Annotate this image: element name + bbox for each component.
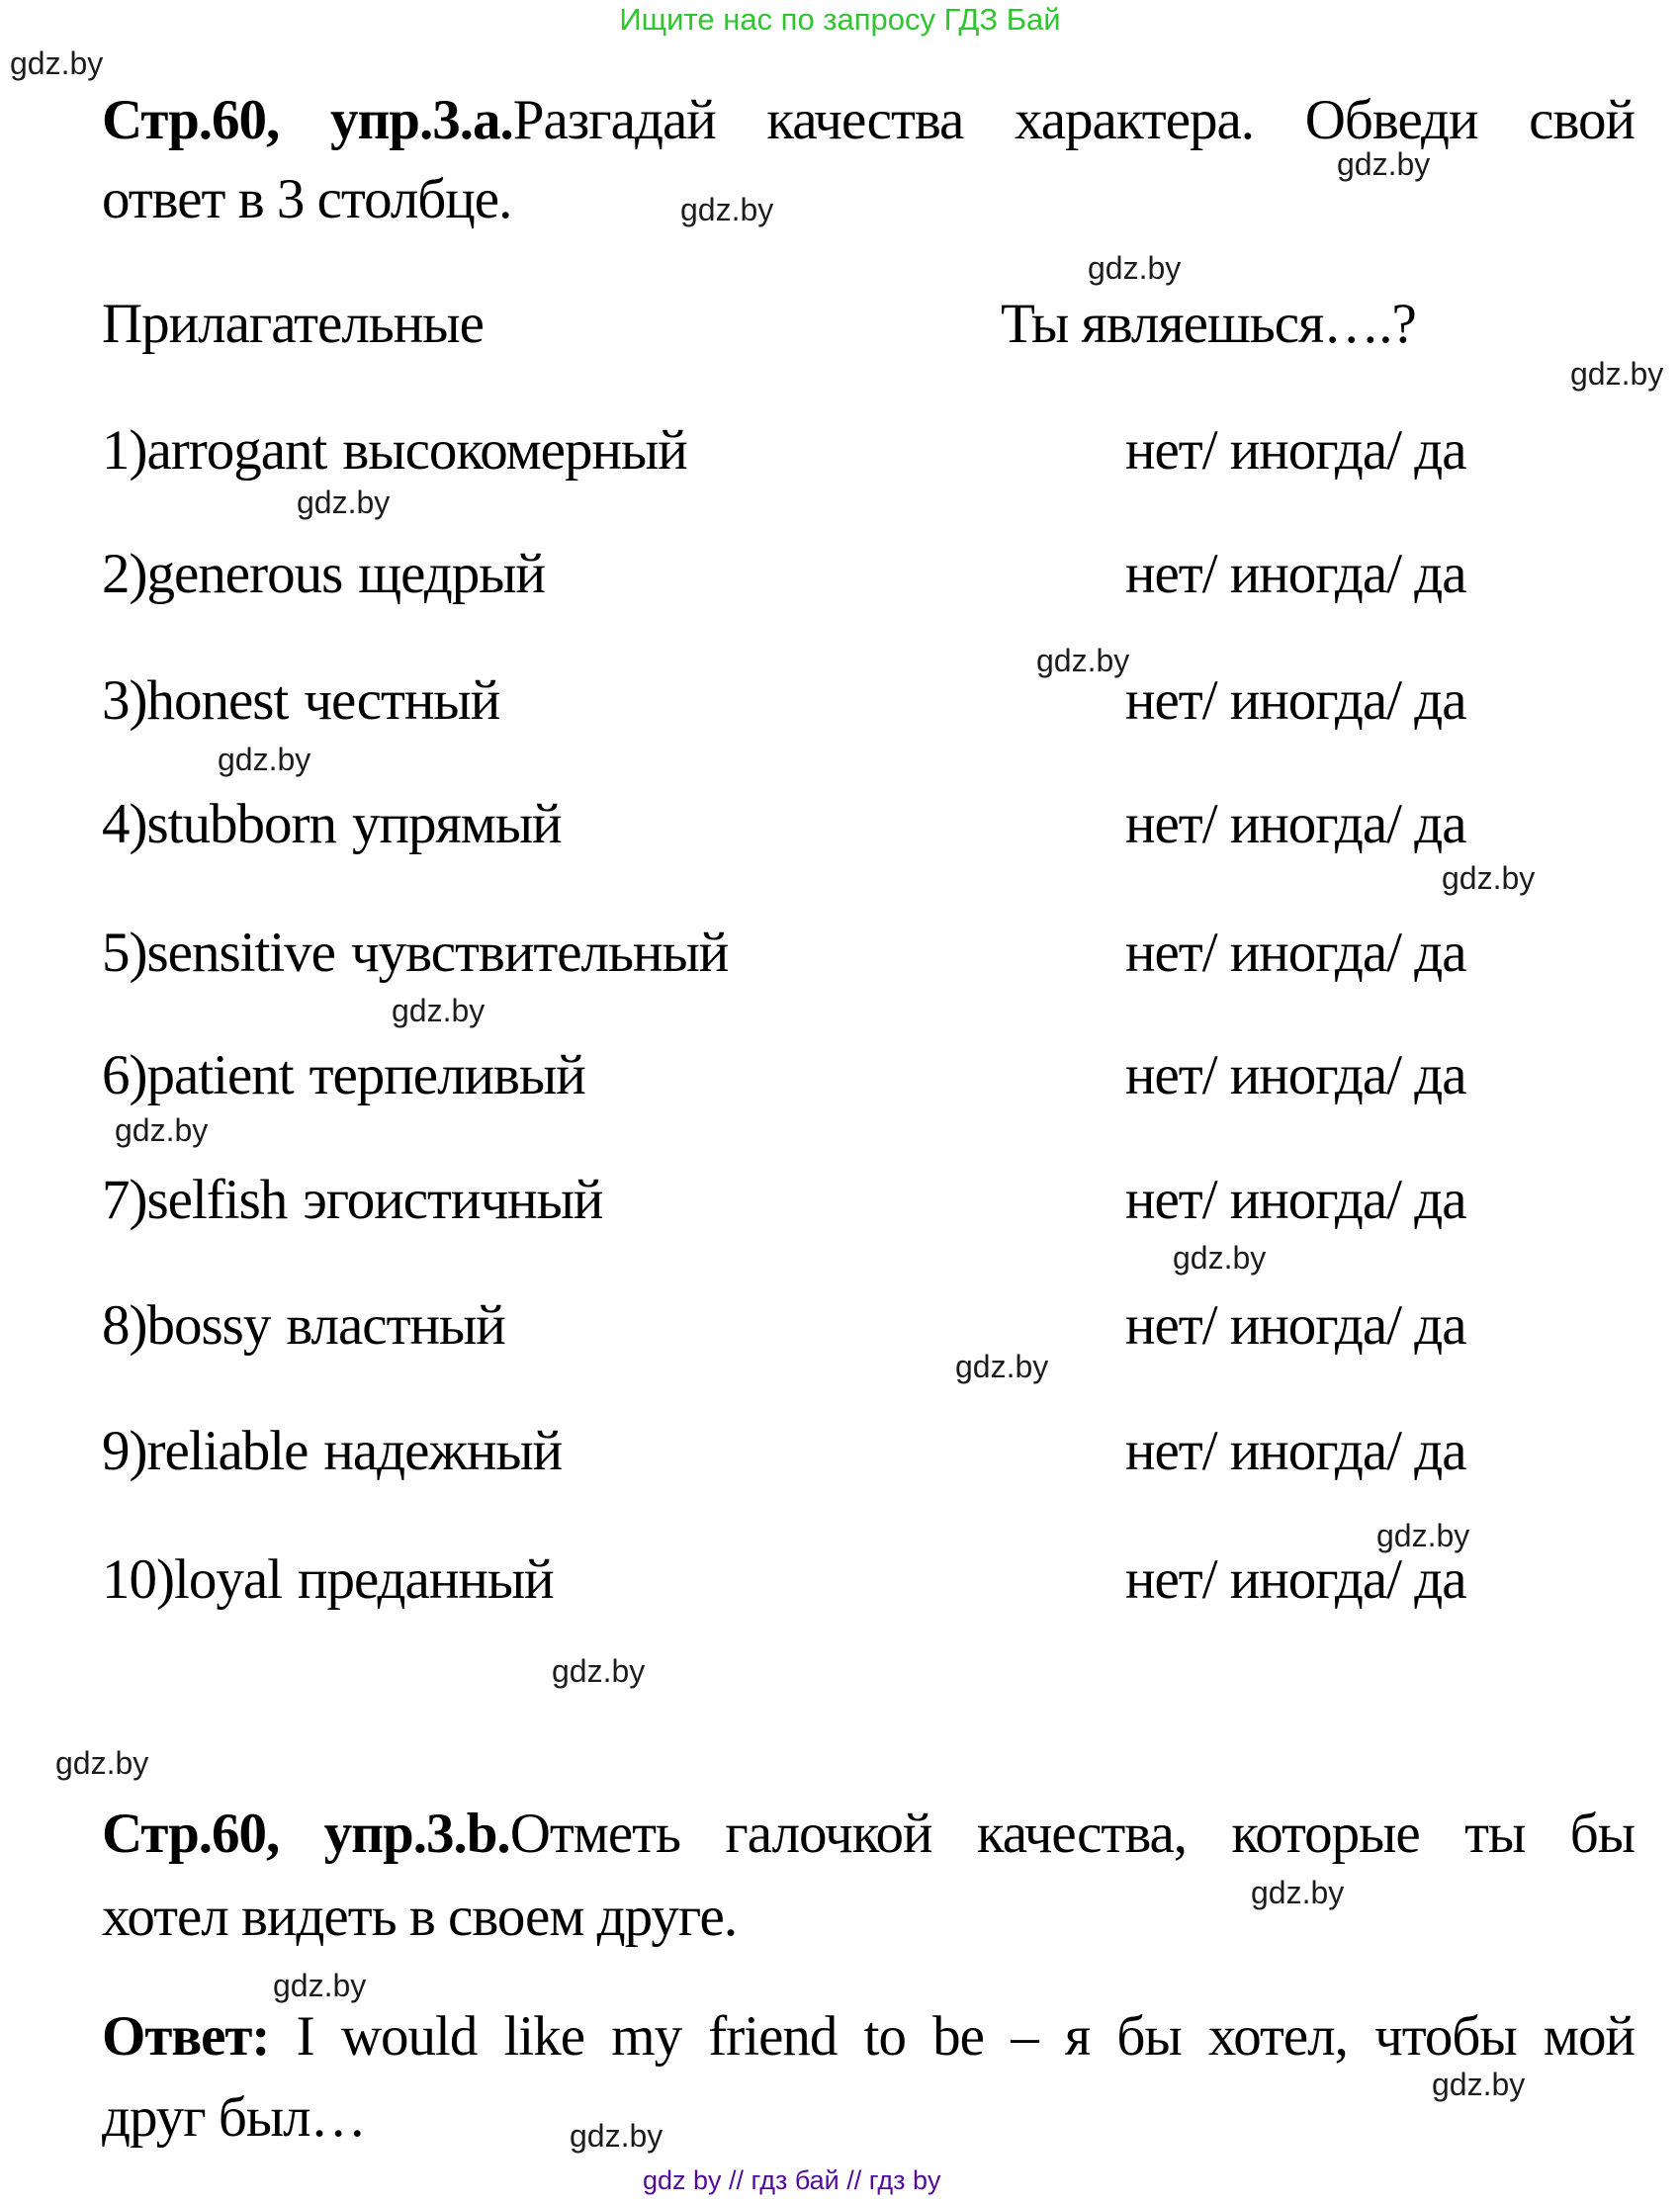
item-number: 10)	[102, 1548, 174, 1611]
adjective-row-2	[102, 542, 1635, 613]
adjective-label	[102, 1420, 562, 1482]
answer-options: нет/ иногда/ да	[1125, 1294, 1466, 1357]
gdz-watermark: gdz.by	[1036, 643, 1130, 678]
item-russian: эгоистичный	[303, 1169, 603, 1231]
answer-options: нет/ иногда/ да	[1125, 922, 1466, 984]
adjective-label	[102, 1548, 554, 1611]
column-header-are-you: Ты являешься….?	[1001, 293, 1416, 355]
answer-options: нет/ иногда/ да	[1125, 1044, 1466, 1106]
item-english: stubborn	[146, 793, 336, 855]
gdz-watermark: gdz.by	[10, 45, 104, 81]
item-number: 5)	[102, 922, 147, 984]
gdz-watermark: gdz.by	[680, 192, 774, 227]
adjective-row-1	[102, 418, 1635, 489]
item-english: honest	[146, 669, 289, 732]
item-russian: упрямый	[351, 793, 562, 855]
gdz-watermark: gdz.by	[55, 1745, 149, 1781]
item-russian: терпеливый	[309, 1044, 585, 1106]
gdz-watermark: gdz.by	[570, 2118, 663, 2154]
exercise-b-title-line1	[102, 1801, 1635, 1868]
item-english: bossy	[146, 1294, 271, 1357]
gdz-watermark: gdz.by	[1088, 250, 1182, 286]
exercise-b-title-ref: Стр.60, упр.3.b.	[102, 1803, 510, 1865]
gdz-watermark: gdz.by	[1376, 1518, 1470, 1553]
item-english: patient	[146, 1044, 294, 1106]
adjective-row-5	[102, 921, 1635, 992]
item-russian: властный	[286, 1294, 505, 1357]
gdz-watermark: gdz.by	[218, 742, 311, 777]
answer-options: нет/ иногда/ да	[1125, 1169, 1466, 1231]
gdz-watermark: gdz.by	[1173, 1240, 1267, 1276]
item-number: 4)	[102, 793, 147, 855]
promo-banner: Ищите нас по запросу ГДЗ Бай	[619, 2, 1061, 37]
item-number: 9)	[102, 1420, 147, 1482]
answer-options: нет/ иногда/ да	[1125, 1548, 1466, 1611]
item-english: sensitive	[146, 922, 335, 984]
site-footer: gdz by // гдз бай // гдз by	[643, 2165, 941, 2195]
adjective-row-8	[102, 1293, 1635, 1365]
adjective-label	[102, 922, 728, 984]
item-number: 1)	[102, 419, 147, 482]
adjective-label	[102, 1044, 585, 1106]
adjective-label	[102, 419, 687, 482]
exercise-a-title-text: Разгадай качества характера. Обведи свой	[512, 89, 1635, 151]
gdz-watermark: gdz.by	[297, 485, 391, 520]
adjective-row-9	[102, 1419, 1635, 1490]
adjective-row-3	[102, 668, 1635, 740]
item-russian: щедрый	[358, 543, 545, 605]
gdz-watermark: gdz.by	[115, 1112, 209, 1148]
item-english: generous	[146, 543, 343, 605]
adjective-label	[102, 543, 545, 605]
adjective-row-7	[102, 1168, 1635, 1239]
gdz-watermark: gdz.by	[1251, 1875, 1345, 1910]
item-russian: надежный	[323, 1420, 563, 1482]
answer-options: нет/ иногда/ да	[1125, 1420, 1466, 1482]
item-russian: высокомерный	[342, 419, 687, 482]
item-russian: честный	[304, 669, 500, 732]
adjective-row-4	[102, 792, 1635, 863]
adjective-label	[102, 793, 562, 855]
answer-options: нет/ иногда/ да	[1125, 543, 1466, 605]
exercise-a-title-ref: Стр.60, упр.3.а.	[102, 89, 513, 151]
answer-options: нет/ иногда/ да	[1125, 793, 1466, 855]
exercise-b-title-text: Отметь галочкой качества, которые ты бы	[509, 1803, 1635, 1865]
item-russian: чувствительный	[350, 922, 729, 984]
answer-options: нет/ иногда/ да	[1125, 419, 1466, 482]
adjective-row-10	[102, 1547, 1635, 1619]
exercise-a-title-line1	[102, 87, 1635, 154]
adjective-label	[102, 669, 499, 732]
table-header-row	[102, 292, 1635, 363]
adjective-label	[102, 1294, 505, 1357]
adjective-label	[102, 1169, 602, 1231]
gdz-watermark: gdz.by	[1337, 146, 1431, 182]
gdz-watermark: gdz.by	[1442, 860, 1536, 896]
item-number: 8)	[102, 1294, 147, 1357]
gdz-watermark: gdz.by	[1432, 2067, 1526, 2102]
item-english: arrogant	[146, 419, 327, 482]
item-english: loyal	[173, 1548, 282, 1611]
item-english: reliable	[146, 1420, 309, 1482]
answer-line2: друг был…	[102, 2086, 366, 2149]
exercise-a-title-line2: ответ в 3 столбце.	[102, 168, 512, 230]
item-russian: преданный	[297, 1548, 554, 1611]
item-number: 3)	[102, 669, 147, 732]
item-english: selfish	[146, 1169, 288, 1231]
item-number: 6)	[102, 1044, 147, 1106]
item-number: 7)	[102, 1169, 147, 1231]
gdz-watermark: gdz.by	[552, 1653, 646, 1689]
answer-text: I would like my friend to be – я бы хотел, чтобы мой	[269, 2005, 1635, 2068]
gdz-watermark: gdz.by	[273, 1968, 367, 2003]
gdz-watermark: gdz.by	[955, 1349, 1049, 1384]
item-number: 2)	[102, 543, 147, 605]
answer-line1	[102, 2003, 1635, 2071]
column-header-adjectives: Прилагательные	[102, 293, 484, 355]
answer-label: Ответ:	[102, 2005, 270, 2068]
exercise-b-title-line2: хотел видеть в своем друге.	[102, 1886, 738, 1948]
gdz-watermark: gdz.by	[392, 993, 486, 1028]
answer-options: нет/ иногда/ да	[1125, 669, 1466, 732]
gdz-watermark: gdz.by	[1570, 356, 1664, 392]
adjective-row-6	[102, 1043, 1635, 1114]
